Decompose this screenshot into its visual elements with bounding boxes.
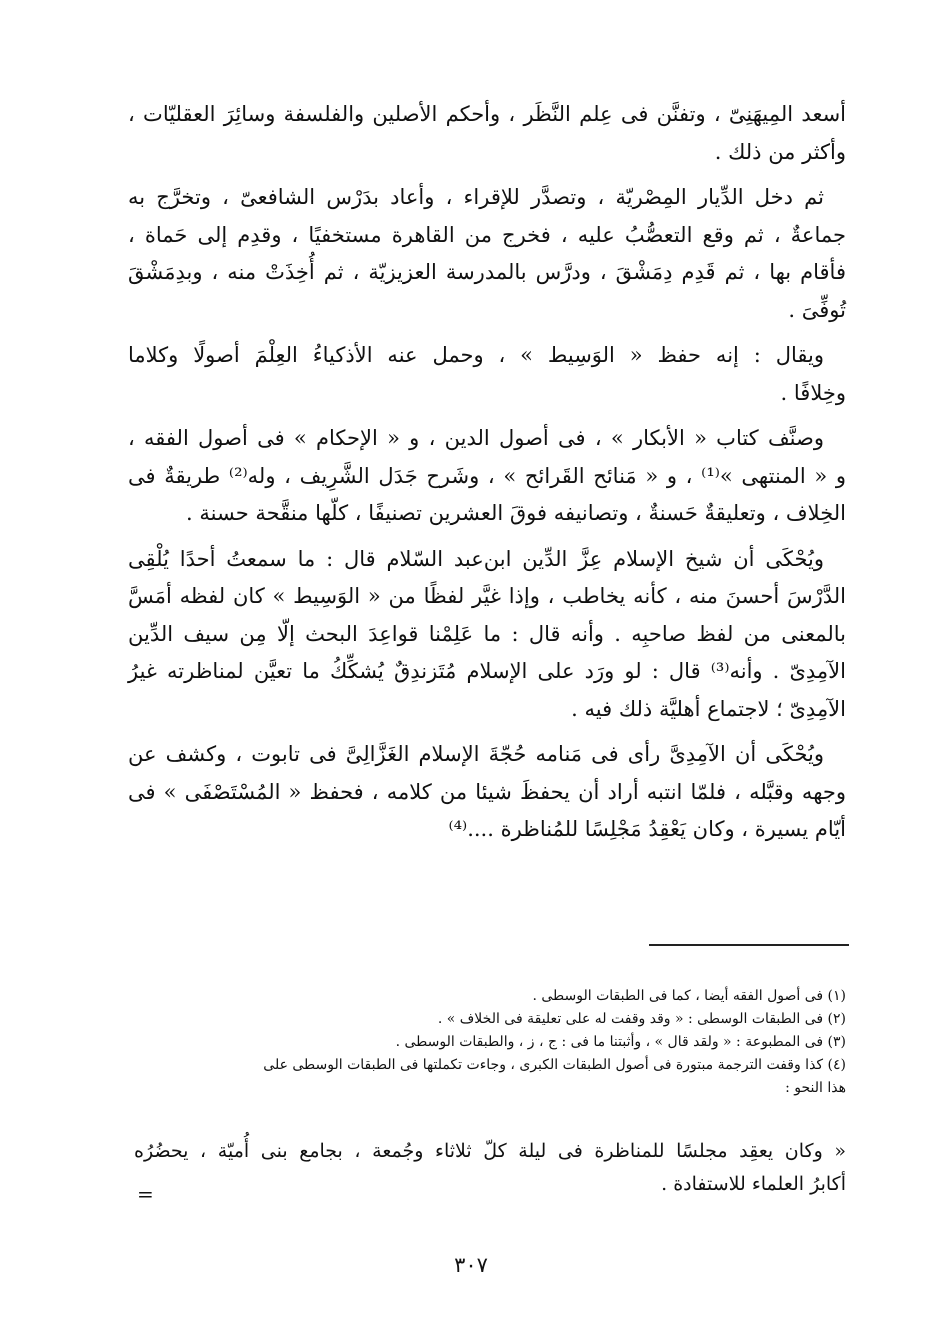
paragraph-3 [128,337,846,412]
quote-line: « وكان يعقِد مجلسًا للمناظرة فى ليلة كلّ ثلاثاء وجُمعة ، بجامع بنى أُميّة ، يحضُرُه [134,1140,846,1162]
paragraph-4 [128,420,846,533]
footnote-1: (١) فى أصول الفقه أيضا ، كما فى الطبقات الوسطى . [532,988,846,1004]
text-line: تُوفِّىَ . [788,297,846,322]
footnote-4-continued: هذا النحو : [785,1080,846,1096]
text-line: جماعةٌ ، ثم وقع التعصُّبُ عليه ، فخرج من القاهرة مستخفيًا ، وقدِم إلى حَماة ، [128,222,846,247]
text-line: بالمعنى من لفظ صاحبِه . وأنه قال : ما عَلِمْنا قواعِدَ البحث إلّا مِن سيف الدِّين [128,621,846,646]
text-line: ويُحْكَى أن الآمِدِىَّ رأى فى مَنامه حُجّةَ الإسلام الغَزَّالِىَّ فى تابوت ، وكشف عن [128,742,824,766]
footnotes [134,985,846,1100]
text-line: الخِلاف ، وتعليقةٌ حَسنةٌ ، وتصانيفه فوقَ العشرين تصنيفًا ، كلّها منقَّحة حسنة . [186,501,846,525]
continuation-mark: = [137,1182,154,1206]
footnote-4: (٤) كذا وقفت الترجمة مبتورة فى أصول الطبقات الكبرى ، وجاءت تكملتها فى الطبقات الوسطى على [263,1057,846,1073]
text-line: و « المنتهى »⁽¹⁾ ، و « مَنائح القَرائح » ، وشَرح جَدَل الشَّرِيف ، وله⁽²⁾ طريقةٌ فى [128,463,846,488]
quote-line: أكابرُ العلماء للاستفادة . [661,1173,846,1195]
main-text [128,96,846,857]
text-line: وخِلافًا . [780,380,846,405]
footnote-quote [134,1135,846,1201]
text-line: الآمِدِىّ . وأنه⁽³⁾ قال : لو ورَد على الإسلام مُتَزندِقٌ يُشكِّكُ ما تعيَّن لمناظرته غيرُ [128,659,846,683]
text-line: أيّام يسيرة ، وكان يَعْقِدُ مَجْلِسًا للمُناظرة ....⁽⁴⁾ [448,817,846,841]
text-line: فأقام بها ، ثم قَدِم دِمَشْقَ ، ودرَّس بالمدرسة العزيزيّة ، ثم أُخِذَتْ منه ، وبدِمَشْقَ [128,260,846,284]
footnote-separator [649,944,849,946]
text-line: أسعد المِيهَنِىّ ، وتفنَّن فى عِلم النَّظَر ، وأحكم الأصلين والفلسفة وسائِرَ العقليّات ، [128,102,847,126]
text-line: الآمِدِىّ ؛ لاجتماع أهليَّة ذلك فيه . [571,696,846,721]
text-line: وصنَّف كتاب « الأبكار » ، فى أصول الدين ، و « الإحكام » فى أصول الفقه ، [128,426,824,450]
text-line: ويُحْكَى أن شيخ الإسلام عِزَّ الدِّين ابن‌عبد السّلام قال : ما سمعتُ أحدًا يُلْقِى [128,546,824,571]
paragraph-1 [128,96,846,171]
text-line: ويقال : إنه حفظ « الوَسِيط » ، وحمل عنه الأذكياءُ العِلْمَ أصولًا وكلاما [128,343,824,367]
paragraph-6 [128,736,846,849]
paragraph-5 [128,541,846,729]
footnote-2: (٢) فى الطبقات الوسطى : « وقد وقفت له على تعليقة فى الخلاف » . [437,1011,846,1027]
paragraph-2 [128,179,846,329]
footnote-3: (٣) فى المطبوعة : « ولقد قال » ، وأثبتنا ما فى : ج ، ز ، والطبقات الوسطى . [395,1034,846,1050]
text-line: وأكثر من ذلك . [714,139,846,164]
page-number: ٣٠٧ [454,1253,488,1277]
text-line: ثم دخل الدِّيار المِصْريّة ، وتصدَّر للإقراء ، وأعاد بدَرْس الشافعىّ ، وتخرَّج به [128,185,824,209]
text-line: وجهه وقبَّله ، فلمّا انتبه أراد أن يحفظَ شيئا من كلامه ، فحفظ « المُسْتَصْفَى » فى [128,779,846,804]
text-line: الدَّرْسَ أحسنَ منه ، كأنه يخاطب ، وإذا غيَّر لفظًا من « الوَسِيط » كان لفظه أمَسَّ [128,584,846,608]
